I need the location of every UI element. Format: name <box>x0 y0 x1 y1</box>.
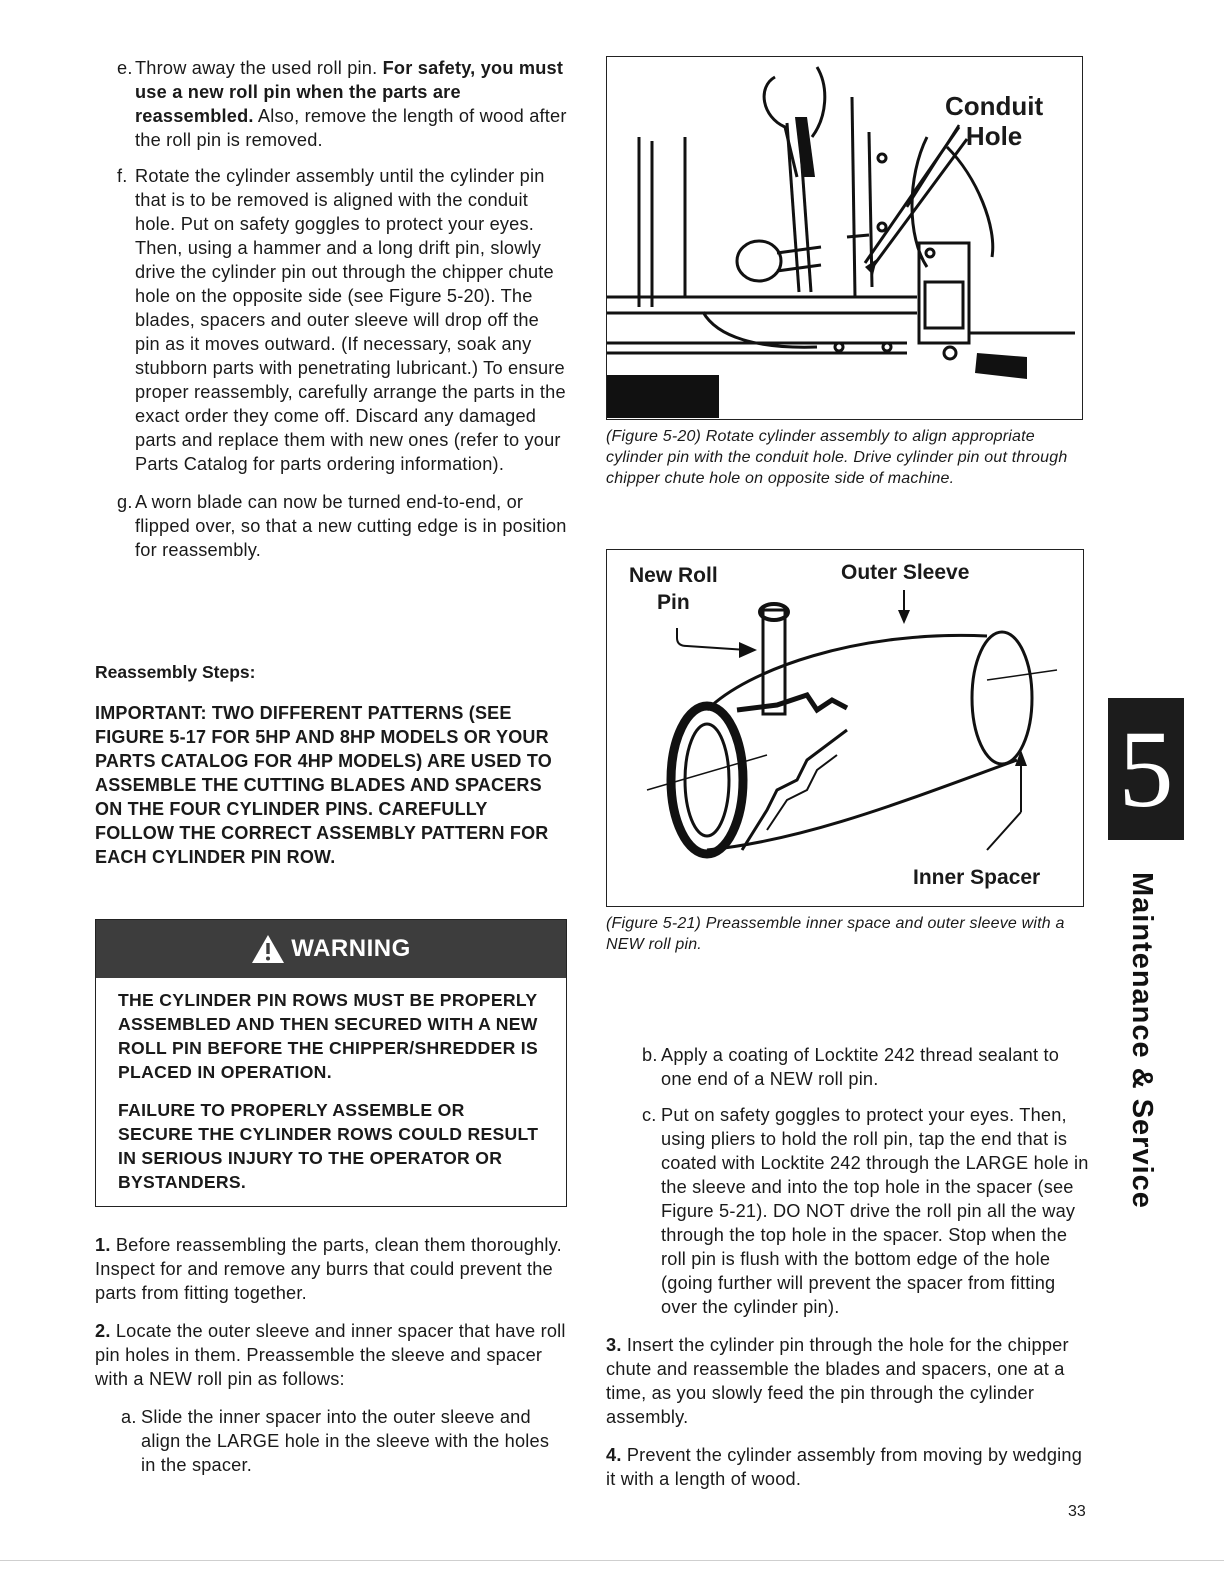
step-1-number: 1. <box>95 1235 111 1255</box>
conduit-hole-label-line1: Conduit <box>945 91 1044 121</box>
step-e-text: Throw away the used roll pin. <box>135 58 383 78</box>
left-column <box>95 56 567 1489</box>
step-e-bold: For safety, you must use a new roll pin when the parts are reassembled. <box>135 58 564 126</box>
step-e <box>95 56 567 152</box>
step-4-number: 4. <box>606 1445 622 1465</box>
step-1 <box>95 1233 567 1305</box>
warning-title: WARNING <box>291 935 411 962</box>
conduit-hole-label <box>945 91 1043 151</box>
step-e-letter: e. <box>117 58 133 78</box>
step-b-letter: b. <box>642 1045 658 1065</box>
warning-box <box>95 919 567 1207</box>
step-3-number: 3. <box>606 1335 622 1355</box>
right-column <box>606 56 1092 1505</box>
step-3 <box>606 1333 1092 1429</box>
warning-header <box>96 920 566 978</box>
step-2-number: 2. <box>95 1321 111 1341</box>
warning-triangle-icon <box>251 934 285 964</box>
step-a <box>95 1405 567 1477</box>
conduit-hole-label-line2: Hole <box>965 121 1023 151</box>
step-g <box>95 490 567 562</box>
new-roll-pin-label-line1: New Roll <box>629 564 718 587</box>
chapter-title: Maintenance & Service <box>1126 872 1158 1209</box>
chapter-tab <box>1108 698 1184 840</box>
important-notice: IMPORTANT: TWO DIFFERENT PATTERNS (SEE FIGURE 5-17 FOR 5HP AND 8HP MODELS OR YOUR PARTS CATALOG FOR 4HP MODELS) ARE USED TO ASSEMBLE THE CUTTING BLADES AND SPACERS ON THE FOUR CYLINDER PINS. CAREFULLY FOLLOW THE CORRECT ASSEMBLY PATTERN FOR EACH CYLINDER PIN ROW. <box>95 703 552 867</box>
figure-5-20-caption: (Figure 5-20) Rotate cylinder assembly to align appropriate cylinder pin with the conduit hole. Drive cylinder pin out through chipper chute hole on opposite side of machine. <box>606 428 1068 487</box>
new-roll-pin-label-line2: Pin <box>657 591 690 614</box>
step-g-text: A worn blade can now be turned end-to-end, or flipped over, so that a new cutting edge is in position for reassembly. <box>135 492 567 560</box>
step-4 <box>606 1443 1092 1491</box>
step-e-text-post: Also, remove the length of wood after the roll pin is removed. <box>135 106 567 150</box>
step-f-letter: f. <box>117 166 128 186</box>
step-c-text: Put on safety goggles to protect your eyes. Then, using pliers to hold the roll pin, tap the end that is coated with Locktite 242 through the LARGE hole in the sleeve and into the top hole in the spacer (see Figure 5-21). DO NOT drive the roll pin all the way through the top hole in the spacer. Stop when the roll pin is flush with the bottom edge of the hole (going further will prevent the spacer from fitting over the cylinder pin). <box>661 1105 1089 1317</box>
page-number: 33 <box>1068 1503 1086 1520</box>
new-roll-pin-label <box>629 562 718 616</box>
bottom-rule <box>0 1560 1224 1561</box>
step-b <box>606 1043 1092 1091</box>
step-f-text: Rotate the cylinder assembly until the cylinder pin that is to be removed is aligned with the conduit hole. Put on safety goggles to protect your eyes. Then, using a hammer and a long drift pin, slowly drive the cylinder pin out through the chipper chute hole on the opposite side (see Figure 5-20). The blades, spacers and outer sleeve will drop off the pin as it moves outward. (If necessary, soak any stubborn parts with penetrating lubricant.) To ensure proper reassembly, carefully arrange the parts in the exact order they come off. Discard any damaged parts and replace them with new ones (refer to your Parts Catalog for parts ordering information). <box>135 166 566 474</box>
warning-paragraph-1: THE CYLINDER PIN ROWS MUST BE PROPERLY ASSEMBLED AND THEN SECURED WITH A NEW ROLL PIN BEFORE THE CHIPPER/SHREDDER IS PLACED IN OPERATION. <box>118 990 538 1082</box>
step-a-letter: a. <box>121 1407 137 1427</box>
figure-5-21 <box>606 549 1084 907</box>
warning-paragraph-2: FAILURE TO PROPERLY ASSEMBLE OR SECURE THE CYLINDER ROWS COULD RESULT IN SERIOUS INJURY TO THE OPERATOR OR BYSTANDERS. <box>118 1100 539 1192</box>
warning-body <box>96 978 566 1206</box>
inner-spacer-label: Inner Spacer <box>913 866 1041 889</box>
step-2 <box>95 1319 567 1391</box>
outer-sleeve-label: Outer Sleeve <box>841 561 970 584</box>
step-c <box>606 1103 1092 1319</box>
step-3-text: Insert the cylinder pin through the hole for the chipper chute and reassemble the blades and spacers, one at a time, as you slowly feed the pin through the cylinder assembly. <box>606 1335 1069 1427</box>
step-c-letter: c. <box>642 1105 657 1125</box>
step-2-text: Locate the outer sleeve and inner spacer that have roll pin holes in them. Preassemble the sleeve and spacer with a NEW roll pin as follows: <box>95 1321 566 1389</box>
chapter-number: 5 <box>1118 708 1174 830</box>
figure-5-20 <box>606 56 1083 420</box>
step-f <box>95 164 567 476</box>
step-b-text: Apply a coating of Locktite 242 thread sealant to one end of a NEW roll pin. <box>661 1045 1060 1089</box>
step-1-text: Before reassembling the parts, clean them thoroughly. Inspect for and remove any burrs that could prevent the parts from fitting together. <box>95 1235 562 1303</box>
step-a-text: Slide the inner spacer into the outer sleeve and align the LARGE hole in the sleeve with the holes in the spacer. <box>141 1407 550 1475</box>
step-g-letter: g. <box>117 492 133 512</box>
step-4-text: Prevent the cylinder assembly from moving by wedging it with a length of wood. <box>606 1445 1083 1489</box>
figure-5-21-caption: (Figure 5-21) Preassemble inner space and outer sleeve with a NEW roll pin. <box>606 915 1065 953</box>
reassembly-heading: Reassembly Steps: <box>95 662 256 682</box>
